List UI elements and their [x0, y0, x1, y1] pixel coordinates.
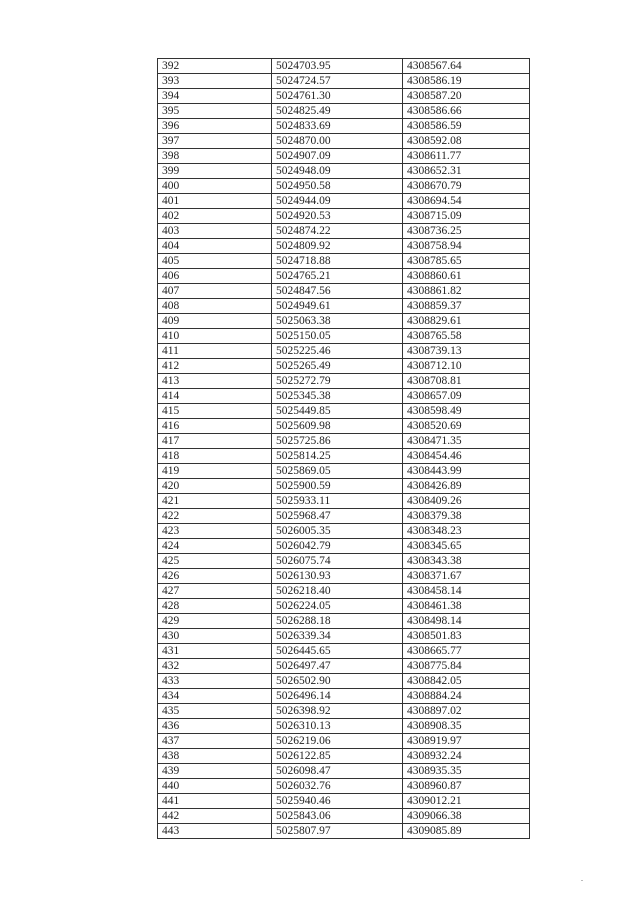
- table-row: [158, 419, 530, 434]
- table-row: [158, 614, 530, 629]
- y-coordinate-cell: 4308736.25: [403, 224, 530, 239]
- table-row: [158, 554, 530, 569]
- table-row: [158, 809, 530, 824]
- table-row: [158, 284, 530, 299]
- point-number-cell: 435: [158, 704, 272, 719]
- table-row: [158, 389, 530, 404]
- y-coordinate-cell: 4308859.37: [403, 299, 530, 314]
- y-coordinate-cell: 4308884.24: [403, 689, 530, 704]
- x-coordinate-cell: 5024718.88: [272, 254, 403, 269]
- table-row: [158, 119, 530, 134]
- x-coordinate-cell: 5025814.25: [272, 449, 403, 464]
- y-coordinate-cell: 4308708.81: [403, 374, 530, 389]
- point-number-cell: 418: [158, 449, 272, 464]
- table-row: [158, 344, 530, 359]
- x-coordinate-cell: 5025449.85: [272, 404, 403, 419]
- y-coordinate-cell: 4308765.58: [403, 329, 530, 344]
- table-row: [158, 494, 530, 509]
- point-number-cell: 404: [158, 239, 272, 254]
- point-number-cell: 439: [158, 764, 272, 779]
- y-coordinate-cell: 4308775.84: [403, 659, 530, 674]
- point-number-cell: 431: [158, 644, 272, 659]
- x-coordinate-cell: 5024833.69: [272, 119, 403, 134]
- x-coordinate-cell: 5024765.21: [272, 269, 403, 284]
- x-coordinate-cell: 5026042.79: [272, 539, 403, 554]
- point-number-cell: 440: [158, 779, 272, 794]
- x-coordinate-cell: 5025265.49: [272, 359, 403, 374]
- y-coordinate-cell: 4308712.10: [403, 359, 530, 374]
- table-row: [158, 374, 530, 389]
- point-number-cell: 398: [158, 149, 272, 164]
- y-coordinate-cell: 4308586.19: [403, 74, 530, 89]
- x-coordinate-cell: 5024948.09: [272, 164, 403, 179]
- table-row: [158, 329, 530, 344]
- y-coordinate-cell: 4308520.69: [403, 419, 530, 434]
- table-row: [158, 779, 530, 794]
- point-number-cell: 403: [158, 224, 272, 239]
- x-coordinate-cell: 5024950.58: [272, 179, 403, 194]
- x-coordinate-cell: 5026288.18: [272, 614, 403, 629]
- x-coordinate-cell: 5024724.57: [272, 74, 403, 89]
- point-number-cell: 442: [158, 809, 272, 824]
- point-number-cell: 414: [158, 389, 272, 404]
- y-coordinate-cell: 4308471.35: [403, 434, 530, 449]
- x-coordinate-cell: 5024809.92: [272, 239, 403, 254]
- x-coordinate-cell: 5024847.56: [272, 284, 403, 299]
- x-coordinate-cell: 5026339.34: [272, 629, 403, 644]
- point-number-cell: 397: [158, 134, 272, 149]
- point-number-cell: 419: [158, 464, 272, 479]
- table-row: [158, 314, 530, 329]
- y-coordinate-cell: 4308860.61: [403, 269, 530, 284]
- x-coordinate-cell: 5025225.46: [272, 344, 403, 359]
- y-coordinate-cell: 4308598.49: [403, 404, 530, 419]
- x-coordinate-cell: 5026032.76: [272, 779, 403, 794]
- y-coordinate-cell: 4308935.35: [403, 764, 530, 779]
- x-coordinate-cell: 5026130.93: [272, 569, 403, 584]
- x-coordinate-cell: 5025900.59: [272, 479, 403, 494]
- point-number-cell: 416: [158, 419, 272, 434]
- y-coordinate-cell: 4308587.20: [403, 89, 530, 104]
- point-number-cell: 438: [158, 749, 272, 764]
- point-number-cell: 405: [158, 254, 272, 269]
- table-row: [158, 464, 530, 479]
- y-coordinate-cell: 4308694.54: [403, 194, 530, 209]
- x-coordinate-cell: 5026122.85: [272, 749, 403, 764]
- y-coordinate-cell: 4308498.14: [403, 614, 530, 629]
- y-coordinate-cell: 4309066.38: [403, 809, 530, 824]
- point-number-cell: 400: [158, 179, 272, 194]
- table-row: [158, 524, 530, 539]
- table-row: [158, 584, 530, 599]
- y-coordinate-cell: 4308861.82: [403, 284, 530, 299]
- coordinate-table: [157, 58, 530, 839]
- x-coordinate-cell: 5024761.30: [272, 89, 403, 104]
- point-number-cell: 437: [158, 734, 272, 749]
- point-number-cell: 401: [158, 194, 272, 209]
- point-number-cell: 426: [158, 569, 272, 584]
- y-coordinate-cell: 4308586.59: [403, 119, 530, 134]
- x-coordinate-cell: 5026005.35: [272, 524, 403, 539]
- table-body: [158, 59, 530, 839]
- table-row: [158, 764, 530, 779]
- y-coordinate-cell: 4309012.21: [403, 794, 530, 809]
- point-number-cell: 410: [158, 329, 272, 344]
- x-coordinate-cell: 5026310.13: [272, 719, 403, 734]
- y-coordinate-cell: 4308426.89: [403, 479, 530, 494]
- table-row: [158, 164, 530, 179]
- point-number-cell: 412: [158, 359, 272, 374]
- point-number-cell: 433: [158, 674, 272, 689]
- x-coordinate-cell: 5026098.47: [272, 764, 403, 779]
- y-coordinate-cell: 4308739.13: [403, 344, 530, 359]
- table-row: [158, 449, 530, 464]
- point-number-cell: 394: [158, 89, 272, 104]
- x-coordinate-cell: 5025725.86: [272, 434, 403, 449]
- y-coordinate-cell: 4308785.65: [403, 254, 530, 269]
- y-coordinate-cell: 4308443.99: [403, 464, 530, 479]
- y-coordinate-cell: 4308919.97: [403, 734, 530, 749]
- table-row: [158, 254, 530, 269]
- table-row: [158, 404, 530, 419]
- table-row: [158, 599, 530, 614]
- point-number-cell: 420: [158, 479, 272, 494]
- x-coordinate-cell: 5025150.05: [272, 329, 403, 344]
- x-coordinate-cell: 5025807.97: [272, 824, 403, 839]
- point-number-cell: 402: [158, 209, 272, 224]
- x-coordinate-cell: 5024949.61: [272, 299, 403, 314]
- point-number-cell: 417: [158, 434, 272, 449]
- x-coordinate-cell: 5026224.05: [272, 599, 403, 614]
- x-coordinate-cell: 5025940.46: [272, 794, 403, 809]
- table-row: [158, 794, 530, 809]
- point-number-cell: 443: [158, 824, 272, 839]
- x-coordinate-cell: 5024825.49: [272, 104, 403, 119]
- table-row: [158, 434, 530, 449]
- x-coordinate-cell: 5026497.47: [272, 659, 403, 674]
- x-coordinate-cell: 5025063.38: [272, 314, 403, 329]
- point-number-cell: 395: [158, 104, 272, 119]
- table-row: [158, 239, 530, 254]
- point-number-cell: 393: [158, 74, 272, 89]
- table-row: [158, 59, 530, 74]
- point-number-cell: 421: [158, 494, 272, 509]
- x-coordinate-cell: 5025933.11: [272, 494, 403, 509]
- x-coordinate-cell: 5024907.09: [272, 149, 403, 164]
- y-coordinate-cell: 4308348.23: [403, 524, 530, 539]
- x-coordinate-cell: 5026218.40: [272, 584, 403, 599]
- y-coordinate-cell: 4308670.79: [403, 179, 530, 194]
- table-row: [158, 659, 530, 674]
- y-coordinate-cell: 4308842.05: [403, 674, 530, 689]
- y-coordinate-cell: 4308665.77: [403, 644, 530, 659]
- table-row: [158, 179, 530, 194]
- point-number-cell: 399: [158, 164, 272, 179]
- x-coordinate-cell: 5026219.06: [272, 734, 403, 749]
- point-number-cell: 415: [158, 404, 272, 419]
- y-coordinate-cell: 4308461.38: [403, 599, 530, 614]
- y-coordinate-cell: 4308611.77: [403, 149, 530, 164]
- x-coordinate-cell: 5024703.95: [272, 59, 403, 74]
- table-row: [158, 194, 530, 209]
- point-number-cell: 428: [158, 599, 272, 614]
- y-coordinate-cell: 4308932.24: [403, 749, 530, 764]
- point-number-cell: 430: [158, 629, 272, 644]
- y-coordinate-cell: 4308345.65: [403, 539, 530, 554]
- table-row: [158, 629, 530, 644]
- point-number-cell: 436: [158, 719, 272, 734]
- point-number-cell: 411: [158, 344, 272, 359]
- point-number-cell: 441: [158, 794, 272, 809]
- y-coordinate-cell: 4308458.14: [403, 584, 530, 599]
- point-number-cell: 406: [158, 269, 272, 284]
- x-coordinate-cell: 5026496.14: [272, 689, 403, 704]
- table-row: [158, 749, 530, 764]
- table-row: [158, 359, 530, 374]
- table-row: [158, 269, 530, 284]
- point-number-cell: 423: [158, 524, 272, 539]
- y-coordinate-cell: 4308379.38: [403, 509, 530, 524]
- y-coordinate-cell: 4308586.66: [403, 104, 530, 119]
- point-number-cell: 427: [158, 584, 272, 599]
- table-row: [158, 74, 530, 89]
- table-row: [158, 89, 530, 104]
- table-row: [158, 479, 530, 494]
- table-row: [158, 299, 530, 314]
- table-row: [158, 734, 530, 749]
- table-row: [158, 104, 530, 119]
- y-coordinate-cell: 4308592.08: [403, 134, 530, 149]
- table-row: [158, 719, 530, 734]
- point-number-cell: 425: [158, 554, 272, 569]
- table-row: [158, 149, 530, 164]
- x-coordinate-cell: 5025843.06: [272, 809, 403, 824]
- table-row: [158, 704, 530, 719]
- point-number-cell: 432: [158, 659, 272, 674]
- point-number-cell: 424: [158, 539, 272, 554]
- x-coordinate-cell: 5024870.00: [272, 134, 403, 149]
- point-number-cell: 409: [158, 314, 272, 329]
- x-coordinate-cell: 5024874.22: [272, 224, 403, 239]
- table-row: [158, 674, 530, 689]
- x-coordinate-cell: 5026398.92: [272, 704, 403, 719]
- point-number-cell: 413: [158, 374, 272, 389]
- table-row: [158, 569, 530, 584]
- y-coordinate-cell: 4308409.26: [403, 494, 530, 509]
- y-coordinate-cell: 4308657.09: [403, 389, 530, 404]
- y-coordinate-cell: 4308567.64: [403, 59, 530, 74]
- y-coordinate-cell: 4308758.94: [403, 239, 530, 254]
- point-number-cell: 407: [158, 284, 272, 299]
- y-coordinate-cell: 4308829.61: [403, 314, 530, 329]
- x-coordinate-cell: 5025968.47: [272, 509, 403, 524]
- y-coordinate-cell: 4308652.31: [403, 164, 530, 179]
- table-row: [158, 689, 530, 704]
- point-number-cell: 408: [158, 299, 272, 314]
- y-coordinate-cell: 4308371.67: [403, 569, 530, 584]
- table-row: [158, 824, 530, 839]
- y-coordinate-cell: 4308501.83: [403, 629, 530, 644]
- point-number-cell: 434: [158, 689, 272, 704]
- y-coordinate-cell: 4308715.09: [403, 209, 530, 224]
- x-coordinate-cell: 5026075.74: [272, 554, 403, 569]
- table-row: [158, 644, 530, 659]
- y-coordinate-cell: 4308454.46: [403, 449, 530, 464]
- table-row: [158, 134, 530, 149]
- point-number-cell: 396: [158, 119, 272, 134]
- y-coordinate-cell: 4309085.89: [403, 824, 530, 839]
- table-row: [158, 209, 530, 224]
- y-coordinate-cell: 4308960.87: [403, 779, 530, 794]
- point-number-cell: 392: [158, 59, 272, 74]
- x-coordinate-cell: 5025345.38: [272, 389, 403, 404]
- x-coordinate-cell: 5024944.09: [272, 194, 403, 209]
- x-coordinate-cell: 5024920.53: [272, 209, 403, 224]
- point-number-cell: 429: [158, 614, 272, 629]
- x-coordinate-cell: 5025272.79: [272, 374, 403, 389]
- point-number-cell: 422: [158, 509, 272, 524]
- table-row: [158, 509, 530, 524]
- x-coordinate-cell: 5025609.98: [272, 419, 403, 434]
- scan-speck: [581, 880, 583, 881]
- y-coordinate-cell: 4308897.02: [403, 704, 530, 719]
- y-coordinate-cell: 4308343.38: [403, 554, 530, 569]
- x-coordinate-cell: 5026502.90: [272, 674, 403, 689]
- x-coordinate-cell: 5025869.05: [272, 464, 403, 479]
- table-row: [158, 539, 530, 554]
- y-coordinate-cell: 4308908.35: [403, 719, 530, 734]
- table-row: [158, 224, 530, 239]
- x-coordinate-cell: 5026445.65: [272, 644, 403, 659]
